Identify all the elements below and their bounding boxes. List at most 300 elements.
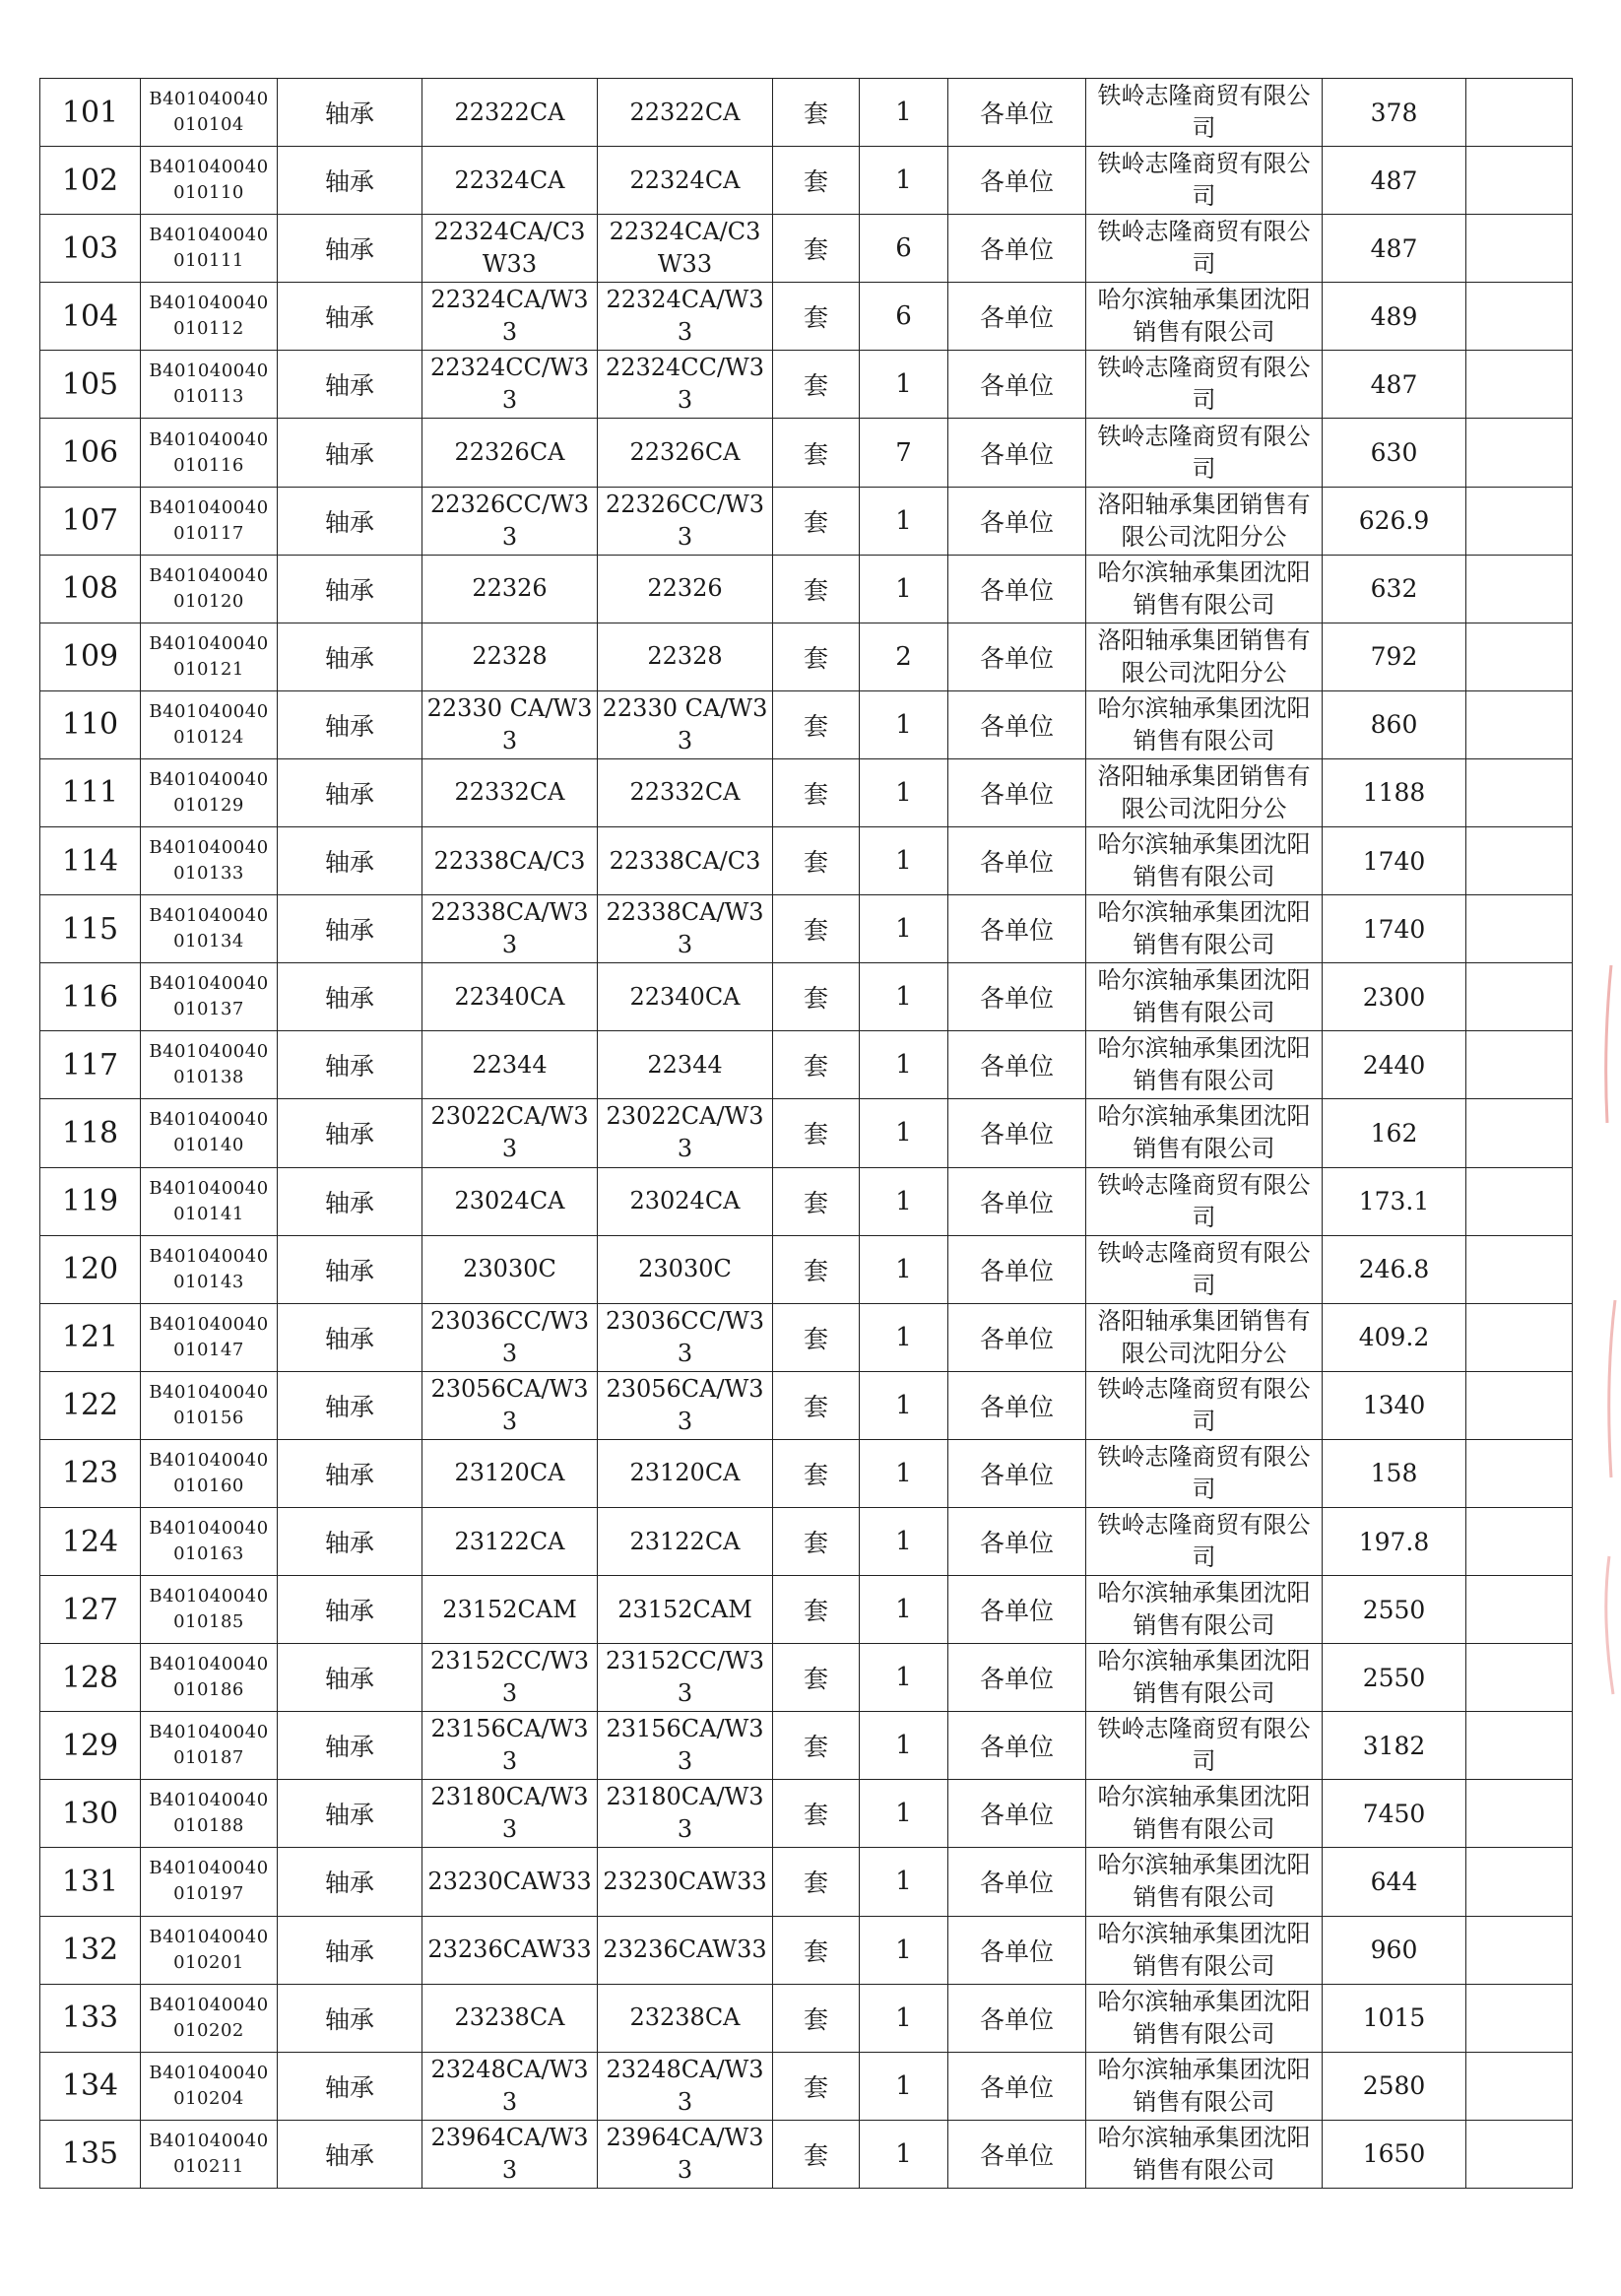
cell-remark [1466, 827, 1573, 895]
cell-code: B401040040 010117 [141, 487, 278, 555]
cell-price: 2550 [1323, 1644, 1466, 1712]
cell-code: B401040040 010143 [141, 1235, 278, 1303]
cell-model [598, 283, 773, 351]
spec-text: 23180CA/W33 [430, 1783, 589, 1844]
cell-supplier [1086, 1712, 1323, 1780]
cell-unit: 套 [773, 555, 860, 623]
supplier-text: 哈尔滨轴承集团沈阳销售有限公司 [1097, 1851, 1311, 1912]
model-text: 23022CA/W33 [606, 1102, 764, 1163]
cell-supplier [1086, 1303, 1323, 1371]
cell-model [598, 1031, 773, 1099]
table-row [40, 1099, 1573, 1167]
cell-code: B401040040 010156 [141, 1371, 278, 1439]
cell-spec [422, 1439, 598, 1507]
cell-spec [422, 419, 598, 487]
cell-no: 115 [40, 895, 141, 963]
cell-qty: 1 [860, 79, 948, 147]
cell-qty: 1 [860, 690, 948, 758]
cell-unit: 套 [773, 827, 860, 895]
cell-dept: 各单位 [948, 1780, 1086, 1848]
cell-unit: 套 [773, 419, 860, 487]
cell-qty: 1 [860, 1235, 948, 1303]
cell-no: 127 [40, 1576, 141, 1644]
table-row [40, 351, 1573, 419]
cell-code: B401040040 010140 [141, 1099, 278, 1167]
cell-dept: 各单位 [948, 963, 1086, 1031]
spec-text: 23120CA [454, 1459, 565, 1487]
spec-text: 22326 [472, 574, 548, 603]
cell-code: B401040040 010187 [141, 1712, 278, 1780]
model-text: 22326 [647, 574, 723, 603]
cell-qty: 1 [860, 1507, 948, 1575]
model-text: 22326CC/W33 [605, 490, 765, 551]
supplier-text: 铁岭志隆商贸有限公司 [1097, 422, 1311, 483]
table-row [40, 1371, 1573, 1439]
cell-qty: 1 [860, 147, 948, 215]
cell-model [598, 555, 773, 623]
cell-qty: 1 [860, 1303, 948, 1371]
cell-model [598, 1371, 773, 1439]
cell-dept: 各单位 [948, 758, 1086, 826]
cell-dept: 各单位 [948, 419, 1086, 487]
cell-model [598, 1507, 773, 1575]
cell-model [598, 1167, 773, 1235]
table-row [40, 1303, 1573, 1371]
cell-supplier [1086, 1848, 1323, 1916]
cell-spec [422, 283, 598, 351]
cell-no: 104 [40, 283, 141, 351]
cell-price: 1015 [1323, 1984, 1466, 2052]
cell-price: 860 [1323, 690, 1466, 758]
spec-text: 22324CC/W33 [429, 354, 590, 415]
cell-spec [422, 2052, 598, 2120]
cell-no: 110 [40, 690, 141, 758]
cell-spec [422, 2120, 598, 2188]
supplier-text: 哈尔滨轴承集团沈阳销售有限公司 [1097, 1579, 1311, 1640]
spec-text: 22324CA/C3W33 [433, 218, 586, 279]
cell-price: 2580 [1323, 2052, 1466, 2120]
cell-model [598, 1099, 773, 1167]
spec-text: 23156CA/W33 [430, 1715, 589, 1776]
cell-remark [1466, 215, 1573, 283]
cell-name: 轴承 [278, 1576, 422, 1644]
cell-no: 133 [40, 1984, 141, 2052]
cell-no: 134 [40, 2052, 141, 2120]
table-row [40, 1576, 1573, 1644]
cell-unit: 套 [773, 1439, 860, 1507]
cell-spec [422, 1371, 598, 1439]
cell-code: B401040040 010201 [141, 1916, 278, 1984]
cell-qty: 1 [860, 1916, 948, 1984]
supplier-text: 铁岭志隆商贸有限公司 [1097, 1511, 1311, 1572]
spec-text: 22344 [472, 1050, 548, 1079]
cell-supplier [1086, 1371, 1323, 1439]
cell-price: 197.8 [1323, 1507, 1466, 1575]
cell-supplier [1086, 1644, 1323, 1712]
cell-model [598, 1235, 773, 1303]
cell-spec [422, 1031, 598, 1099]
cell-no: 123 [40, 1439, 141, 1507]
spec-text: 23022CA/W33 [430, 1102, 589, 1163]
cell-code: B401040040 010124 [141, 690, 278, 758]
cell-model [598, 1439, 773, 1507]
cell-spec [422, 1780, 598, 1848]
model-text: 22344 [647, 1050, 723, 1079]
table-row [40, 1984, 1573, 2052]
cell-name: 轴承 [278, 147, 422, 215]
cell-dept: 各单位 [948, 555, 1086, 623]
supplier-text: 哈尔滨轴承集团沈阳销售有限公司 [1097, 693, 1311, 754]
model-text: 22338CA/C3 [609, 846, 761, 875]
cell-name: 轴承 [278, 1099, 422, 1167]
cell-dept: 各单位 [948, 1507, 1086, 1575]
cell-price: 489 [1323, 283, 1466, 351]
cell-no: 114 [40, 827, 141, 895]
cell-supplier [1086, 758, 1323, 826]
cell-code: B401040040 010147 [141, 1303, 278, 1371]
cell-code: B401040040 010202 [141, 1984, 278, 2052]
cell-dept: 各单位 [948, 1303, 1086, 1371]
cell-qty: 1 [860, 895, 948, 963]
cell-dept: 各单位 [948, 1099, 1086, 1167]
cell-qty: 1 [860, 487, 948, 555]
cell-remark [1466, 1780, 1573, 1848]
cell-spec [422, 215, 598, 283]
table-row [40, 1031, 1573, 1099]
cell-name: 轴承 [278, 690, 422, 758]
cell-qty: 1 [860, 1984, 948, 2052]
cell-name: 轴承 [278, 1916, 422, 1984]
cell-dept: 各单位 [948, 147, 1086, 215]
cell-unit: 套 [773, 690, 860, 758]
cell-supplier [1086, 1235, 1323, 1303]
cell-spec [422, 690, 598, 758]
cell-qty: 1 [860, 1439, 948, 1507]
cell-remark [1466, 1167, 1573, 1235]
cell-code: B401040040 010188 [141, 1780, 278, 1848]
cell-model [598, 1576, 773, 1644]
cell-remark [1466, 963, 1573, 1031]
spec-text: 22330 CA/W33 [426, 693, 593, 754]
spec-text: 23030C [463, 1255, 556, 1283]
supplier-text: 洛阳轴承集团销售有限公司沈阳分公 [1097, 625, 1311, 687]
table-body [40, 79, 1573, 2189]
cell-supplier [1086, 147, 1323, 215]
cell-spec [422, 555, 598, 623]
cell-code: B401040040 010112 [141, 283, 278, 351]
cell-spec [422, 623, 598, 690]
spec-text: 22324CA [454, 165, 565, 194]
cell-code: B401040040 010141 [141, 1167, 278, 1235]
cell-unit: 套 [773, 1167, 860, 1235]
cell-name: 轴承 [278, 1644, 422, 1712]
model-text: 23238CA [629, 2003, 741, 2032]
cell-remark [1466, 1031, 1573, 1099]
bearing-price-table [39, 78, 1573, 2189]
cell-remark [1466, 1644, 1573, 1712]
cell-name: 轴承 [278, 963, 422, 1031]
cell-code: B401040040 010211 [141, 2120, 278, 2188]
cell-model [598, 147, 773, 215]
cell-unit: 套 [773, 1984, 860, 2052]
cell-unit: 套 [773, 1848, 860, 1916]
cell-name: 轴承 [278, 623, 422, 690]
table-row [40, 2120, 1573, 2188]
model-text: 23120CA [629, 1459, 741, 1487]
cell-name: 轴承 [278, 2120, 422, 2188]
cell-dept: 各单位 [948, 1031, 1086, 1099]
spec-text: 22340CA [454, 982, 565, 1011]
cell-price: 487 [1323, 147, 1466, 215]
cell-unit: 套 [773, 1303, 860, 1371]
cell-dept: 各单位 [948, 283, 1086, 351]
cell-dept: 各单位 [948, 215, 1086, 283]
cell-unit: 套 [773, 283, 860, 351]
cell-model [598, 487, 773, 555]
cell-dept: 各单位 [948, 690, 1086, 758]
cell-remark [1466, 147, 1573, 215]
cell-supplier [1086, 555, 1323, 623]
cell-no: 102 [40, 147, 141, 215]
spec-text: 22326CA [454, 438, 565, 467]
cell-model [598, 2052, 773, 2120]
table-row [40, 1644, 1573, 1712]
cell-dept: 各单位 [948, 2120, 1086, 2188]
cell-supplier [1086, 690, 1323, 758]
cell-qty: 6 [860, 283, 948, 351]
cell-price: 158 [1323, 1439, 1466, 1507]
cell-spec [422, 1576, 598, 1644]
cell-price: 2550 [1323, 1576, 1466, 1644]
cell-spec [422, 963, 598, 1031]
cell-no: 116 [40, 963, 141, 1031]
cell-model [598, 1712, 773, 1780]
cell-remark [1466, 690, 1573, 758]
table-row [40, 215, 1573, 283]
cell-name: 轴承 [278, 758, 422, 826]
cell-code: B401040040 010104 [141, 79, 278, 147]
cell-qty: 1 [860, 1371, 948, 1439]
cell-remark [1466, 1916, 1573, 1984]
cell-no: 120 [40, 1235, 141, 1303]
supplier-text: 哈尔滨轴承集团沈阳销售有限公司 [1097, 2055, 1311, 2116]
cell-supplier [1086, 419, 1323, 487]
cell-spec [422, 1712, 598, 1780]
supplier-text: 哈尔滨轴承集团沈阳销售有限公司 [1097, 1034, 1311, 1095]
cell-no: 129 [40, 1712, 141, 1780]
table-row [40, 1235, 1573, 1303]
spec-text: 23152CC/W33 [429, 1647, 590, 1708]
cell-model [598, 2120, 773, 2188]
cell-spec [422, 147, 598, 215]
cell-unit: 套 [773, 758, 860, 826]
supplier-text: 铁岭志隆商贸有限公司 [1097, 1374, 1311, 1435]
cell-unit: 套 [773, 79, 860, 147]
cell-supplier [1086, 351, 1323, 419]
table-row [40, 1848, 1573, 1916]
model-text: 23152CAM [617, 1595, 752, 1623]
cell-remark [1466, 623, 1573, 690]
spec-text: 23036CC/W33 [429, 1306, 590, 1367]
cell-name: 轴承 [278, 1780, 422, 1848]
cell-unit: 套 [773, 895, 860, 963]
cell-dept: 各单位 [948, 1439, 1086, 1507]
cell-unit: 套 [773, 1031, 860, 1099]
cell-dept: 各单位 [948, 1916, 1086, 1984]
cell-code: B401040040 010160 [141, 1439, 278, 1507]
cell-price: 1650 [1323, 2120, 1466, 2188]
cell-supplier [1086, 1439, 1323, 1507]
cell-supplier [1086, 1780, 1323, 1848]
cell-dept: 各单位 [948, 2052, 1086, 2120]
cell-remark [1466, 758, 1573, 826]
spec-text: 23238CA [454, 2003, 565, 2032]
cell-supplier [1086, 215, 1323, 283]
cell-code: B401040040 010185 [141, 1576, 278, 1644]
cell-price: 487 [1323, 215, 1466, 283]
supplier-text: 铁岭志隆商贸有限公司 [1097, 218, 1311, 279]
supplier-text: 铁岭志隆商贸有限公司 [1097, 1238, 1311, 1299]
cell-code: B401040040 010113 [141, 351, 278, 419]
cell-qty: 1 [860, 1031, 948, 1099]
table-row [40, 1439, 1573, 1507]
cell-price: 1740 [1323, 895, 1466, 963]
cell-no: 118 [40, 1099, 141, 1167]
cell-supplier [1086, 1099, 1323, 1167]
cell-name: 轴承 [278, 827, 422, 895]
red-seal-stamp-edge [1582, 926, 1621, 1714]
cell-supplier [1086, 895, 1323, 963]
cell-qty: 1 [860, 1712, 948, 1780]
cell-model [598, 623, 773, 690]
cell-price: 2300 [1323, 963, 1466, 1031]
cell-model [598, 1984, 773, 2052]
cell-remark [1466, 1099, 1573, 1167]
spec-text: 22328 [472, 642, 548, 671]
cell-spec [422, 1099, 598, 1167]
cell-spec [422, 1984, 598, 2052]
cell-remark [1466, 2120, 1573, 2188]
supplier-text: 哈尔滨轴承集团沈阳销售有限公司 [1097, 830, 1311, 891]
model-text: 22328 [647, 642, 723, 671]
cell-dept: 各单位 [948, 1167, 1086, 1235]
cell-price: 630 [1323, 419, 1466, 487]
cell-unit: 套 [773, 2120, 860, 2188]
spec-text: 23964CA/W33 [430, 2123, 589, 2184]
cell-model [598, 419, 773, 487]
table-row [40, 147, 1573, 215]
cell-model [598, 827, 773, 895]
cell-unit: 套 [773, 147, 860, 215]
model-text: 23056CA/W33 [606, 1374, 764, 1435]
cell-no: 117 [40, 1031, 141, 1099]
cell-remark [1466, 1507, 1573, 1575]
cell-model [598, 351, 773, 419]
cell-supplier [1086, 623, 1323, 690]
table-row [40, 2052, 1573, 2120]
cell-supplier [1086, 2120, 1323, 2188]
cell-remark [1466, 1235, 1573, 1303]
cell-name: 轴承 [278, 2052, 422, 2120]
cell-remark [1466, 2052, 1573, 2120]
cell-no: 103 [40, 215, 141, 283]
cell-remark [1466, 79, 1573, 147]
cell-remark [1466, 283, 1573, 351]
supplier-text: 铁岭志隆商贸有限公司 [1097, 1715, 1311, 1776]
supplier-text: 哈尔滨轴承集团沈阳销售有限公司 [1097, 286, 1311, 347]
cell-qty: 1 [860, 1644, 948, 1712]
cell-unit: 套 [773, 1916, 860, 1984]
table-row [40, 623, 1573, 690]
table-row [40, 963, 1573, 1031]
cell-supplier [1086, 1916, 1323, 1984]
model-text: 22324CC/W33 [605, 354, 765, 415]
cell-unit: 套 [773, 623, 860, 690]
cell-model [598, 1780, 773, 1848]
supplier-text: 哈尔滨轴承集团沈阳销售有限公司 [1097, 1919, 1311, 1980]
supplier-text: 铁岭志隆商贸有限公司 [1097, 150, 1311, 211]
cell-code: B401040040 010138 [141, 1031, 278, 1099]
cell-code: B401040040 010163 [141, 1507, 278, 1575]
model-text: 23236CAW33 [603, 1935, 767, 1964]
cell-unit: 套 [773, 1099, 860, 1167]
cell-spec [422, 487, 598, 555]
cell-qty: 1 [860, 1099, 948, 1167]
table-row [40, 555, 1573, 623]
cell-no: 106 [40, 419, 141, 487]
cell-dept: 各单位 [948, 79, 1086, 147]
cell-price: 162 [1323, 1099, 1466, 1167]
supplier-text: 洛阳轴承集团销售有限公司沈阳分公 [1097, 490, 1311, 551]
supplier-text: 哈尔滨轴承集团沈阳销售有限公司 [1097, 898, 1311, 959]
table-row [40, 1507, 1573, 1575]
cell-model [598, 215, 773, 283]
cell-supplier [1086, 1167, 1323, 1235]
cell-name: 轴承 [278, 555, 422, 623]
supplier-text: 铁岭志隆商贸有限公司 [1097, 82, 1311, 143]
model-text: 23024CA [629, 1187, 741, 1215]
cell-spec [422, 1235, 598, 1303]
cell-qty: 1 [860, 963, 948, 1031]
cell-unit: 套 [773, 1235, 860, 1303]
model-text: 23036CC/W33 [605, 1306, 765, 1367]
cell-price: 626.9 [1323, 487, 1466, 555]
cell-unit: 套 [773, 963, 860, 1031]
cell-model [598, 963, 773, 1031]
cell-dept: 各单位 [948, 827, 1086, 895]
cell-code: B401040040 010129 [141, 758, 278, 826]
cell-remark [1466, 1576, 1573, 1644]
cell-no: 122 [40, 1371, 141, 1439]
spec-text: 23056CA/W33 [430, 1374, 589, 1435]
supplier-text: 洛阳轴承集团销售有限公司沈阳分公 [1097, 761, 1311, 822]
cell-name: 轴承 [278, 351, 422, 419]
cell-spec [422, 351, 598, 419]
cell-code: B401040040 010121 [141, 623, 278, 690]
cell-spec [422, 1507, 598, 1575]
cell-code: B401040040 010204 [141, 2052, 278, 2120]
spec-text: 22332CA [454, 778, 565, 807]
cell-name: 轴承 [278, 895, 422, 963]
supplier-text: 铁岭志隆商贸有限公司 [1097, 1170, 1311, 1231]
cell-remark [1466, 1984, 1573, 2052]
cell-supplier [1086, 827, 1323, 895]
cell-unit: 套 [773, 1576, 860, 1644]
cell-name: 轴承 [278, 1303, 422, 1371]
cell-model [598, 1848, 773, 1916]
cell-qty: 1 [860, 1576, 948, 1644]
supplier-text: 铁岭志隆商贸有限公司 [1097, 1442, 1311, 1503]
